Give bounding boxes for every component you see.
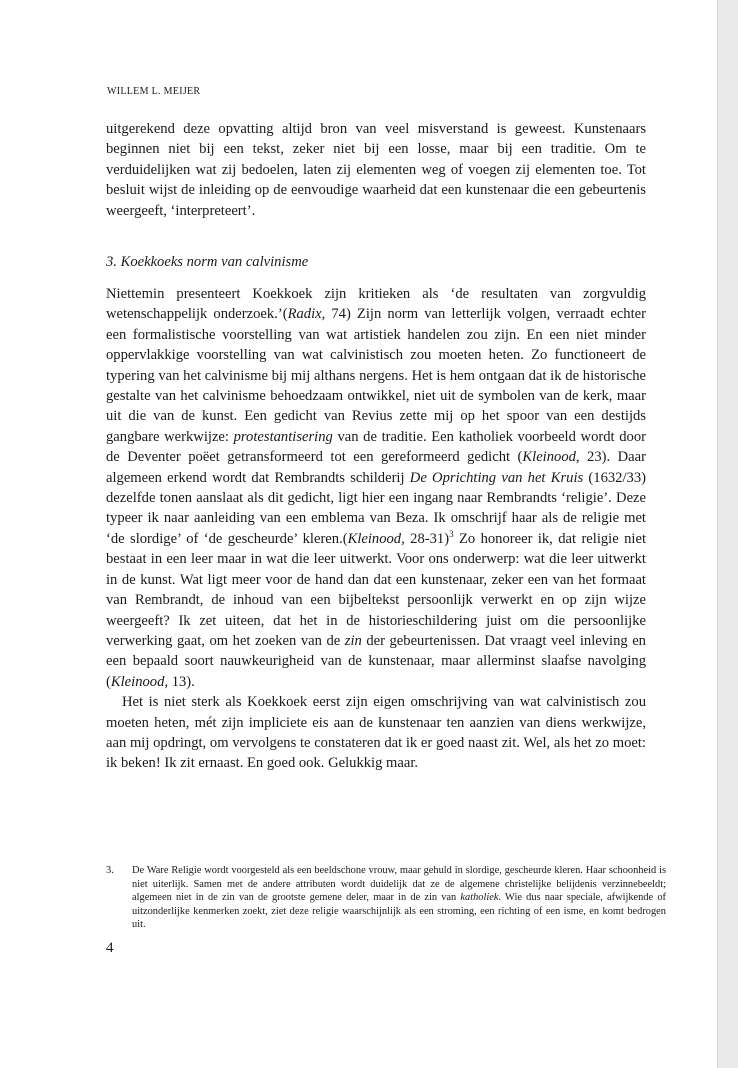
body-text xyxy=(106,284,646,774)
section-heading: 3. Koekkoeks norm van calvinisme xyxy=(106,254,309,270)
footnote-number: 3. xyxy=(106,865,114,876)
footnote xyxy=(106,864,666,932)
page-edge-strip xyxy=(717,0,738,1068)
paragraph-1-text: uitgerekend deze opvatting altijd bron van veel misverstand is geweest. Kunstenaars beginnen niet bij een tekst, zeker niet bij een losse, maar bij een traditie. Om te verduidelijken wat zij bedoelen, laten zij elementen weg of voegen zij elementen toe. Tot besluit wijst de inleiding op de eenvoudige waarheid dat een kunstenaar die een gebeurtenis weergeeft, ‘interpreteert’. xyxy=(106,121,646,219)
paragraph-2: Niettemin presenteert Koekkoek zijn kritieken als ‘de resultaten van zorgvuldig wetenschappelijk onderzoek.’(Radix, 74) Zijn norm van letterlijk volgen, verraadt echter een formalistische voorstelling van wat artistiek handelen zou zijn. En een niet minder oppervlakkige voorstelling van wat calvinistisch zou moeten heten. Zo functioneert de typering van het calvinisme bij mij althans nergens. Het is hem ontgaan dat ik de historische gestalte van het calvinisme behoedzaam ontwikkel, niet uit de symbolen van de kerk, maar uit die van de kunst. Een gedicht van Revius zette mij op het spoor van een destijds gangbare werkwijze: protestantisering van de traditie. Een katholiek voorbeeld wordt door de Deventer poëet getransformeerd tot een gereformeerd gedicht (Kleinood, 23). Daar algemeen erkend wordt dat Rembrandts schilderij De Oprichting van het Kruis (1632/33) dezelfde tonen aanslaat als dit gedicht, ligt hier een ingang naar Rembrandts ‘religie’. Deze typeer ik naar aanleiding van een emblema van Beza. Ik omschrijf haar als de religie met ‘de slordige’ of ‘de gescheurde’ kleren.(Kleinood, 28-31)$^3$ Zo honoreer ik, dat religie niet bestaat in een leer maar in wat die leer uitwerkt. Voor ons onderwerp: wat die leer uitwerkt in de kunst. Wat ligt meer voor de hand dan dat een kunstenaar, zeker een van het formaat van Rembrandt, de inhoud van een bijbeltekst persoonlijk verwerkt en op zijn wijze weergeeft? Ik zet uiteen, dat het in de historieschildering juist om die persoonlijke verwerking gaat, om het zoeken van de zin der gebeurtenissen. Dat vraagt veel inleving en een bepaald soort nauwkeurigheid van de kunstenaar, maar allerminst slaafse navolging (Kleinood, 13). xyxy=(106,286,646,690)
page-number: 4 xyxy=(106,940,114,956)
paragraph-1 xyxy=(106,119,646,221)
running-head: WILLEM L. MEIJER xyxy=(107,86,201,97)
paragraph-3: Het is niet sterk als Koekkoek eerst zijn eigen omschrijving van wat calvinistisch zou moeten heten, mét zijn impliciete eis aan de kunstenaar ten aanzien van diens werkwijze, aan mij opdringt, om vervolgens te constateren dat ik er goed naast zit. Wel, als het zo moet: ik beken! Ik zit ernaast. En goed ook. Gelukkig maar. xyxy=(106,694,646,772)
footnote-reference[interactable]: 3 xyxy=(449,529,454,540)
footnote-text: De Ware Religie wordt voorgesteld als een beeldschone vrouw, maar gehuld in slordige, gescheurde kleren. Haar schoonheid is niet uiterlijk. Samen met de andere attributen wordt duidelijk dat ze de algemene christelijke belijdenis verzinnebeeldt; algemeen niet in de zin van de grootste gemene deler, maar in de zin van katholiek. Wie dus naar speciale, afwijkende of uitzonderlijke kenmerken zoekt, ziet deze religie waarschijnlijk als een stroming, een richting of een isme, en komt bedrogen uit. xyxy=(132,865,666,931)
